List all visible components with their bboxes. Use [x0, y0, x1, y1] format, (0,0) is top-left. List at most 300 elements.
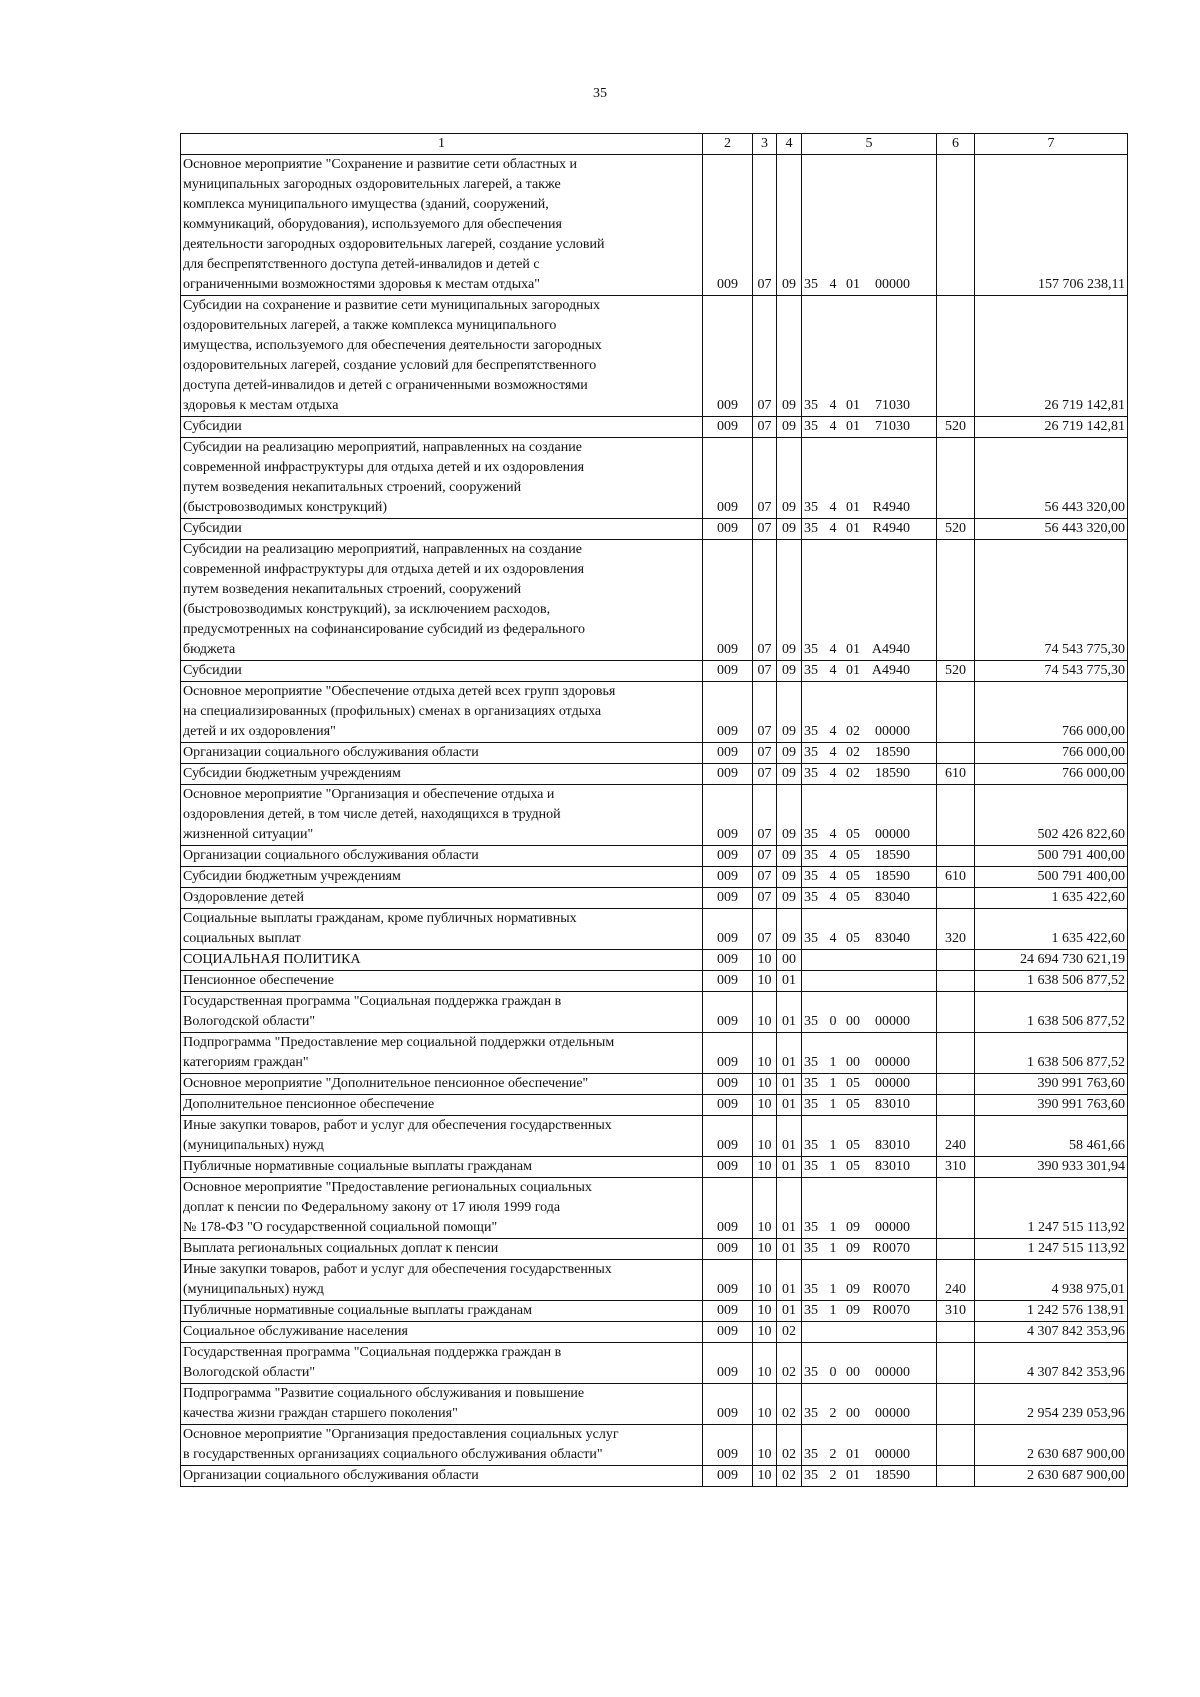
subsection-code: 09 — [777, 785, 802, 846]
direction-code: 83010 — [875, 1138, 910, 1153]
target-article-code — [802, 909, 937, 950]
grbs-code: 009 — [703, 155, 753, 296]
section-code: 10 — [753, 1260, 777, 1301]
program-code: 35 — [804, 890, 818, 905]
subsection-code: 01 — [777, 971, 802, 992]
section-code: 07 — [753, 846, 777, 867]
expense-name: Основное мероприятие "Предоставление региональных социальных доплат к пенсии по Федеральному закону от 17 июля 1999 года № 178-ФЗ "О государственной социальной помощи" — [181, 1178, 703, 1239]
measure-code: 05 — [846, 1097, 860, 1112]
program-code: 35 — [804, 1220, 818, 1235]
section-code: 10 — [753, 1116, 777, 1157]
grbs-code: 009 — [703, 1095, 753, 1116]
program-code: 35 — [804, 848, 818, 863]
grbs-code: 009 — [703, 971, 753, 992]
target-article-code — [802, 867, 937, 888]
page-number: 35 — [593, 86, 607, 101]
expense-name: Пенсионное обеспечение — [181, 971, 703, 992]
subprogram-code: 1 — [829, 1241, 837, 1256]
subprogram-code: 1 — [829, 1097, 837, 1112]
table-row — [181, 1466, 1128, 1487]
target-article-code — [802, 1322, 937, 1343]
table-row — [181, 1074, 1128, 1095]
subsection-code: 01 — [777, 1095, 802, 1116]
program-code: 35 — [804, 419, 818, 434]
expense-type-code — [937, 992, 975, 1033]
amount: 390 991 763,60 — [975, 1095, 1128, 1116]
expense-name: Основное мероприятие "Организация предоставления социальных услуг в государственных организациях социального обслуживания области" — [181, 1425, 703, 1466]
direction-code: R0070 — [872, 1241, 910, 1256]
target-article-code — [802, 1384, 937, 1425]
subprogram-code: 1 — [829, 1055, 837, 1070]
amount: 1 638 506 877,52 — [975, 1033, 1128, 1074]
program-code: 35 — [804, 663, 818, 678]
expense-type-code — [937, 785, 975, 846]
expense-type-code — [937, 1384, 975, 1425]
section-code: 07 — [753, 438, 777, 519]
direction-code: R0070 — [872, 1303, 910, 1318]
subprogram-code: 4 — [829, 745, 837, 760]
program-code: 35 — [804, 1138, 818, 1153]
header-row — [181, 134, 1128, 155]
expense-name: Субсидии — [181, 417, 703, 438]
table-row — [181, 1322, 1128, 1343]
amount: 766 000,00 — [975, 743, 1128, 764]
subsection-code: 09 — [777, 867, 802, 888]
expense-name: Субсидии — [181, 661, 703, 682]
program-code: 35 — [804, 1159, 818, 1174]
table-row — [181, 438, 1128, 519]
expense-type-code — [937, 971, 975, 992]
expense-type-code — [937, 540, 975, 661]
subsection-code: 01 — [777, 1074, 802, 1095]
grbs-code: 009 — [703, 1074, 753, 1095]
grbs-code: 009 — [703, 950, 753, 971]
amount: 56 443 320,00 — [975, 438, 1128, 519]
subprogram-code: 4 — [829, 398, 837, 413]
subprogram-code: 1 — [829, 1076, 837, 1091]
measure-code: 05 — [846, 848, 860, 863]
amount: 58 461,66 — [975, 1116, 1128, 1157]
subprogram-code: 4 — [829, 663, 837, 678]
expense-type-code — [937, 296, 975, 417]
measure-code: 02 — [846, 745, 860, 760]
target-article-code — [802, 519, 937, 540]
amount: 2 630 687 900,00 — [975, 1466, 1128, 1487]
measure-code: 01 — [846, 521, 860, 536]
target-article-code — [802, 540, 937, 661]
program-code: 35 — [804, 1468, 818, 1483]
grbs-code: 009 — [703, 296, 753, 417]
expense-name: Публичные нормативные социальные выплаты гражданам — [181, 1301, 703, 1322]
subsection-code: 02 — [777, 1322, 802, 1343]
direction-code: 18590 — [875, 1468, 910, 1483]
expense-name: Социальные выплаты гражданам, кроме публичных нормативных социальных выплат — [181, 909, 703, 950]
amount: 1 635 422,60 — [975, 888, 1128, 909]
direction-code: 18590 — [875, 745, 910, 760]
grbs-code: 009 — [703, 1301, 753, 1322]
measure-code: 09 — [846, 1220, 860, 1235]
subprogram-code: 1 — [829, 1138, 837, 1153]
target-article-code — [802, 296, 937, 417]
target-article-code — [802, 1466, 937, 1487]
direction-code: 83010 — [875, 1097, 910, 1112]
amount: 500 791 400,00 — [975, 867, 1128, 888]
target-article-code — [802, 1425, 937, 1466]
subsection-code: 02 — [777, 1384, 802, 1425]
direction-code: A4940 — [871, 642, 910, 657]
measure-code: 01 — [846, 642, 860, 657]
target-article-code — [802, 1343, 937, 1384]
section-code: 10 — [753, 1343, 777, 1384]
grbs-code: 009 — [703, 888, 753, 909]
grbs-code: 009 — [703, 661, 753, 682]
expense-name: Организации социального обслуживания области — [181, 1466, 703, 1487]
amount: 500 791 400,00 — [975, 846, 1128, 867]
subprogram-code: 0 — [829, 1014, 837, 1029]
expense-name: Подпрограмма "Развитие социального обслуживания и повышение качества жизни граждан старшего поколения" — [181, 1384, 703, 1425]
subsection-code: 01 — [777, 1178, 802, 1239]
grbs-code: 009 — [703, 1384, 753, 1425]
direction-code: 18590 — [875, 848, 910, 863]
measure-code: 05 — [846, 1138, 860, 1153]
subsection-code: 09 — [777, 682, 802, 743]
section-code: 10 — [753, 1239, 777, 1260]
table-row — [181, 1116, 1128, 1157]
target-article-code — [802, 785, 937, 846]
table-row — [181, 743, 1128, 764]
table-row — [181, 1260, 1128, 1301]
table-row — [181, 1384, 1128, 1425]
target-article-code — [802, 682, 937, 743]
subsection-code: 09 — [777, 661, 802, 682]
subprogram-code: 1 — [829, 1282, 837, 1297]
expense-type-code: 610 — [937, 764, 975, 785]
grbs-code: 009 — [703, 1466, 753, 1487]
expense-type-code: 320 — [937, 909, 975, 950]
header-col-4: 4 — [777, 134, 802, 155]
subsection-code: 09 — [777, 909, 802, 950]
grbs-code: 009 — [703, 785, 753, 846]
subprogram-code: 2 — [829, 1447, 837, 1462]
program-code: 35 — [804, 1303, 818, 1318]
measure-code: 00 — [846, 1406, 860, 1421]
amount: 1 638 506 877,52 — [975, 992, 1128, 1033]
amount: 56 443 320,00 — [975, 519, 1128, 540]
direction-code: 18590 — [875, 869, 910, 884]
amount: 502 426 822,60 — [975, 785, 1128, 846]
section-code: 10 — [753, 1301, 777, 1322]
grbs-code: 009 — [703, 540, 753, 661]
table-row — [181, 296, 1128, 417]
section-code: 07 — [753, 888, 777, 909]
amount: 1 638 506 877,52 — [975, 971, 1128, 992]
amount: 1 247 515 113,92 — [975, 1239, 1128, 1260]
expense-name: Основное мероприятие "Обеспечение отдыха детей всех групп здоровья на специализированных (профильных) сменах в организациях отдыха детей и их оздоровления" — [181, 682, 703, 743]
expense-name: Иные закупки товаров, работ и услуг для обеспечения государственных (муниципальных) нужд — [181, 1116, 703, 1157]
expense-name: Основное мероприятие "Сохранение и развитие сети областных и муниципальных загородных оздоровительных лагерей, а также комплекса муниципального имущества (зданий, сооружений, коммуникаций, оборудования), используемого для обеспечения деятельности загородных оздоровительных лагерей, создание условий для беспрепятственного доступа детей-инвалидов и детей с ограниченными возможностями здоровья к местам отдыха" — [181, 155, 703, 296]
program-code: 35 — [804, 1014, 818, 1029]
expense-type-code — [937, 1343, 975, 1384]
header-col-2: 2 — [703, 134, 753, 155]
measure-code: 01 — [846, 398, 860, 413]
amount: 390 933 301,94 — [975, 1157, 1128, 1178]
amount: 1 635 422,60 — [975, 909, 1128, 950]
expense-name: Дополнительное пенсионное обеспечение — [181, 1095, 703, 1116]
table-row — [181, 1425, 1128, 1466]
measure-code: 02 — [846, 766, 860, 781]
direction-code: 83010 — [875, 1159, 910, 1174]
target-article-code — [802, 1301, 937, 1322]
target-article-code — [802, 417, 937, 438]
program-code: 35 — [804, 642, 818, 657]
subsection-code: 09 — [777, 743, 802, 764]
direction-code: 83040 — [875, 890, 910, 905]
section-code: 10 — [753, 1384, 777, 1425]
subsection-code: 01 — [777, 1239, 802, 1260]
subprogram-code: 4 — [829, 890, 837, 905]
target-article-code — [802, 1095, 937, 1116]
amount: 4 938 975,01 — [975, 1260, 1128, 1301]
expense-name: Государственная программа "Социальная поддержка граждан в Вологодской области" — [181, 992, 703, 1033]
subprogram-code: 2 — [829, 1468, 837, 1483]
section-code: 07 — [753, 296, 777, 417]
subsection-code: 09 — [777, 846, 802, 867]
expense-type-code: 310 — [937, 1157, 975, 1178]
subsection-code: 00 — [777, 950, 802, 971]
section-code: 10 — [753, 1095, 777, 1116]
direction-code: R4940 — [872, 500, 910, 515]
direction-code: R4940 — [872, 521, 910, 536]
table-row — [181, 950, 1128, 971]
grbs-code: 009 — [703, 1116, 753, 1157]
expense-name: СОЦИАЛЬНАЯ ПОЛИТИКА — [181, 950, 703, 971]
table-row — [181, 846, 1128, 867]
subsection-code: 01 — [777, 1260, 802, 1301]
subprogram-code: 4 — [829, 827, 837, 842]
measure-code: 01 — [846, 663, 860, 678]
grbs-code: 009 — [703, 1425, 753, 1466]
target-article-code — [802, 1033, 937, 1074]
program-code: 35 — [804, 1076, 818, 1091]
expense-type-code — [937, 1425, 975, 1466]
expense-type-code: 310 — [937, 1301, 975, 1322]
expense-type-code: 520 — [937, 417, 975, 438]
expense-type-code — [937, 155, 975, 296]
program-code: 35 — [804, 869, 818, 884]
expense-name: Выплата региональных социальных доплат к пенсии — [181, 1239, 703, 1260]
measure-code: 01 — [846, 419, 860, 434]
expense-type-code — [937, 1033, 975, 1074]
subsection-code: 01 — [777, 1116, 802, 1157]
subsection-code: 02 — [777, 1343, 802, 1384]
grbs-code: 009 — [703, 764, 753, 785]
subprogram-code: 1 — [829, 1303, 837, 1318]
expense-type-code: 240 — [937, 1260, 975, 1301]
subprogram-code: 1 — [829, 1220, 837, 1235]
subprogram-code: 4 — [829, 724, 837, 739]
grbs-code: 009 — [703, 1033, 753, 1074]
header-col-5: 5 — [802, 134, 937, 155]
target-article-code — [802, 1260, 937, 1301]
section-code: 07 — [753, 417, 777, 438]
expense-type-code — [937, 1095, 975, 1116]
subprogram-code: 4 — [829, 848, 837, 863]
program-code: 35 — [804, 521, 818, 536]
program-code: 35 — [804, 827, 818, 842]
direction-code: 00000 — [875, 1447, 910, 1462]
target-article-code — [802, 971, 937, 992]
grbs-code: 009 — [703, 438, 753, 519]
program-code: 35 — [804, 1055, 818, 1070]
expense-type-code: 520 — [937, 519, 975, 540]
target-article-code — [802, 846, 937, 867]
subprogram-code: 4 — [829, 521, 837, 536]
direction-code: R0070 — [872, 1282, 910, 1297]
measure-code: 09 — [846, 1303, 860, 1318]
section-code: 07 — [753, 909, 777, 950]
amount: 1 247 515 113,92 — [975, 1178, 1128, 1239]
program-code: 35 — [804, 724, 818, 739]
subprogram-code: 4 — [829, 642, 837, 657]
section-code: 07 — [753, 764, 777, 785]
expense-name: Социальное обслуживание населения — [181, 1322, 703, 1343]
table-row — [181, 1239, 1128, 1260]
grbs-code: 009 — [703, 909, 753, 950]
target-article-code — [802, 155, 937, 296]
target-article-code — [802, 1074, 937, 1095]
header-col-3: 3 — [753, 134, 777, 155]
section-code: 07 — [753, 540, 777, 661]
expense-type-code: 610 — [937, 867, 975, 888]
expense-type-code — [937, 1466, 975, 1487]
table-row — [181, 785, 1128, 846]
section-code: 07 — [753, 155, 777, 296]
subsection-code: 02 — [777, 1425, 802, 1466]
expense-name: Публичные нормативные социальные выплаты гражданам — [181, 1157, 703, 1178]
grbs-code: 009 — [703, 417, 753, 438]
program-code: 35 — [804, 277, 818, 292]
measure-code: 09 — [846, 1282, 860, 1297]
direction-code: 00000 — [875, 827, 910, 842]
measure-code: 05 — [846, 869, 860, 884]
expense-name: Оздоровление детей — [181, 888, 703, 909]
section-code: 10 — [753, 1322, 777, 1343]
subsection-code: 09 — [777, 155, 802, 296]
table-row — [181, 992, 1128, 1033]
table-row — [181, 155, 1128, 296]
target-article-code — [802, 950, 937, 971]
section-code: 10 — [753, 1425, 777, 1466]
amount: 74 543 775,30 — [975, 661, 1128, 682]
amount: 74 543 775,30 — [975, 540, 1128, 661]
measure-code: 01 — [846, 1447, 860, 1462]
direction-code: 00000 — [875, 1365, 910, 1380]
program-code: 35 — [804, 1447, 818, 1462]
subprogram-code: 4 — [829, 277, 837, 292]
expense-name: Субсидии на сохранение и развитие сети муниципальных загородных оздоровительных лагерей, а также комплекса муниципального имущества, используемого для обеспечения деятельности загородных оздоровительных лагерей, создание условий для беспрепятственного доступа детей-инвалидов и детей с ограниченными возможностями здоровья к местам отдыха — [181, 296, 703, 417]
program-code: 35 — [804, 500, 818, 515]
expense-name: Государственная программа "Социальная поддержка граждан в Вологодской области" — [181, 1343, 703, 1384]
expense-name: Субсидии бюджетным учреждениям — [181, 867, 703, 888]
expense-type-code — [937, 1322, 975, 1343]
direction-code: 71030 — [875, 419, 910, 434]
amount: 2 954 239 053,96 — [975, 1384, 1128, 1425]
section-code: 07 — [753, 867, 777, 888]
direction-code: 00000 — [875, 1055, 910, 1070]
subprogram-code: 2 — [829, 1406, 837, 1421]
subprogram-code: 4 — [829, 500, 837, 515]
amount: 4 307 842 353,96 — [975, 1343, 1128, 1384]
section-code: 10 — [753, 971, 777, 992]
grbs-code: 009 — [703, 1178, 753, 1239]
section-code: 10 — [753, 1033, 777, 1074]
target-article-code — [802, 888, 937, 909]
subprogram-code: 4 — [829, 869, 837, 884]
direction-code: 71030 — [875, 398, 910, 413]
section-code: 07 — [753, 682, 777, 743]
measure-code: 00 — [846, 1014, 860, 1029]
header-col-7: 7 — [975, 134, 1128, 155]
subsection-code: 09 — [777, 540, 802, 661]
table-row — [181, 1033, 1128, 1074]
table-row — [181, 417, 1128, 438]
grbs-code: 009 — [703, 992, 753, 1033]
program-code: 35 — [804, 745, 818, 760]
subsection-code: 09 — [777, 417, 802, 438]
section-code: 10 — [753, 1074, 777, 1095]
section-code: 10 — [753, 1157, 777, 1178]
amount: 390 991 763,60 — [975, 1074, 1128, 1095]
expense-name: Субсидии — [181, 519, 703, 540]
subsection-code: 01 — [777, 1033, 802, 1074]
section-code: 07 — [753, 519, 777, 540]
measure-code: 01 — [846, 500, 860, 515]
budget-table — [180, 133, 1128, 1487]
measure-code: 05 — [846, 931, 860, 946]
amount: 766 000,00 — [975, 682, 1128, 743]
amount: 2 630 687 900,00 — [975, 1425, 1128, 1466]
expense-name: Организации социального обслуживания области — [181, 846, 703, 867]
program-code: 35 — [804, 931, 818, 946]
table-row — [181, 971, 1128, 992]
table-row — [181, 1157, 1128, 1178]
measure-code: 02 — [846, 724, 860, 739]
expense-type-code — [937, 888, 975, 909]
measure-code: 05 — [846, 827, 860, 842]
expense-name: Подпрограмма "Предоставление мер социальной поддержки отдельным категориям граждан" — [181, 1033, 703, 1074]
target-article-code — [802, 743, 937, 764]
expense-type-code — [937, 1239, 975, 1260]
section-code: 10 — [753, 1466, 777, 1487]
direction-code: 00000 — [875, 1076, 910, 1091]
grbs-code: 009 — [703, 1322, 753, 1343]
table-row — [181, 1095, 1128, 1116]
section-code: 10 — [753, 1178, 777, 1239]
expense-name: Иные закупки товаров, работ и услуг для обеспечения государственных (муниципальных) нужд — [181, 1260, 703, 1301]
table-row — [181, 888, 1128, 909]
measure-code: 01 — [846, 277, 860, 292]
measure-code: 09 — [846, 1241, 860, 1256]
expense-type-code — [937, 950, 975, 971]
subprogram-code: 4 — [829, 766, 837, 781]
section-code: 10 — [753, 992, 777, 1033]
target-article-code — [802, 992, 937, 1033]
expense-type-code: 240 — [937, 1116, 975, 1157]
subprogram-code: 4 — [829, 419, 837, 434]
section-code: 07 — [753, 743, 777, 764]
amount: 766 000,00 — [975, 764, 1128, 785]
measure-code: 00 — [846, 1365, 860, 1380]
